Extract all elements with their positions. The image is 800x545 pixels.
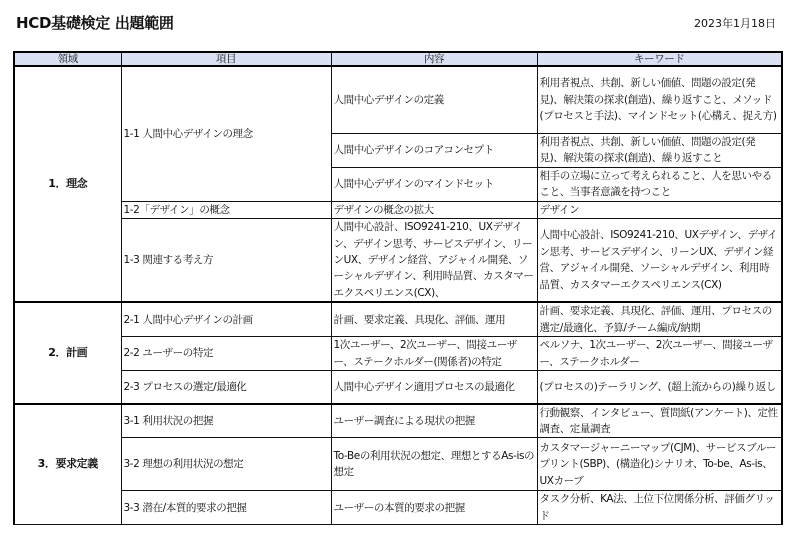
document-date: 2023年1月18日 [694,17,776,30]
item-cell: 2-2 ユーザーの特定 [121,337,331,371]
content-cell: 計画、要求定義、具現化、評価、運用 [331,302,537,336]
keywords-cell: 行動観察、インタビュー、質問紙(アンケート)、定性調査、定量調査 [537,404,782,438]
keywords-cell: 計画、要求定義、具現化、評価、運用、プロセスの選定/最適化、予算/チーム編成/納期 [537,302,782,336]
table-row [14,218,782,302]
item-cell: 2-3 プロセスの選定/最適化 [121,371,331,404]
column-header-keywords: キーワード [537,52,782,66]
table-row [14,66,782,133]
content-cell: 人間中心設計、ISO9241-210、UXデザイン、デザイン思考、サービスデザイン、リーンUX、デザイン経営、アジャイル開発、ソーシャルデザイン、利用時品質、カスタマーエクスペリエンス(CX)、 [331,218,537,302]
column-header-area: 領域 [14,52,121,66]
table-row [14,491,782,525]
content-cell: ユーザー調査による現状の把握 [331,404,537,438]
column-header-content: 内容 [331,52,537,66]
item-cell: 3-2 理想の利用状況の想定 [121,438,331,491]
table-row [14,201,782,218]
keywords-cell: 相手の立場に立って考えられること、人を思いやること、当事者意識を持つこと [537,167,782,201]
content-cell: 人間中心デザインのコアコンセプト [331,133,537,167]
item-cell: 1-2「デザイン」の概念 [121,201,331,218]
content-cell: 人間中心デザインのマインドセット [331,167,537,201]
content-cell: 1次ユーザー、2次ユーザー、間接ユーザー、ステークホルダー(関係者)の特定 [331,337,537,371]
item-cell: 3-3 潜在/本質的要求の把握 [121,491,331,525]
item-cell: 1-3 関連する考え方 [121,218,331,302]
area-cell: 2．計画 [14,302,121,403]
content-cell: ユーザーの本質的要求の把握 [331,491,537,525]
keywords-cell: (プロセスの)テーラリング、(超上流からの)繰り返し [537,371,782,404]
content-cell: デザインの概念の拡大 [331,201,537,218]
keywords-cell: 利用者視点、共創、新しい価値、問題の設定(発見)、解決策の探求(創造)、繰り返すこと、メソッド(プロセスと手法)、マインドセット(心構え、捉え方) [537,66,782,133]
keywords-cell: 人間中心設計、ISO9241-210、UXデザイン、デザイン思考、サービスデザイン、リーンUX、デザイン経営、アジャイル開発、ソーシャルデザイン、利用時品質、カスタマーエクスペリエンス(CX) [537,218,782,302]
table-row [14,404,782,438]
document-title: HCD基礎検定 出題範囲 [16,14,174,32]
keywords-cell: デザイン [537,201,782,218]
table-row [14,438,782,491]
area-cell: 1．理念 [14,66,121,302]
area-cell: 3．要求定義 [14,404,121,525]
table-row [14,371,782,404]
item-cell: 3-1 利用状況の把握 [121,404,331,438]
content-cell: To-Beの利用状況の想定、理想とするAs-isの想定 [331,438,537,491]
table-header-row [14,52,782,66]
keywords-cell: カスタマージャーニーマップ(CJM)、サービスブループリント(SBP)、(構造化)シナリオ、To-be、As-is、UXカーブ [537,438,782,491]
content-cell: 人間中心デザイン適用プロセスの最適化 [331,371,537,404]
keywords-cell: タスク分析、KA法、上位下位関係分析、評価グリッド [537,491,782,525]
content-cell: 人間中心デザインの定義 [331,66,537,133]
item-cell: 2-1 人間中心デザインの計画 [121,302,331,336]
keywords-cell: 利用者視点、共創、新しい価値、問題の設定(発見)、解決策の探求(創造)、繰り返すこと [537,133,782,167]
table-row [14,337,782,371]
table-row [14,302,782,336]
column-header-item: 項目 [121,52,331,66]
keywords-cell: ペルソナ、1次ユーザー、2次ユーザー、間接ユーザー、ステークホルダー [537,337,782,371]
exam-scope-table [13,51,783,525]
item-cell: 1-1 人間中心デザインの理念 [121,66,331,201]
